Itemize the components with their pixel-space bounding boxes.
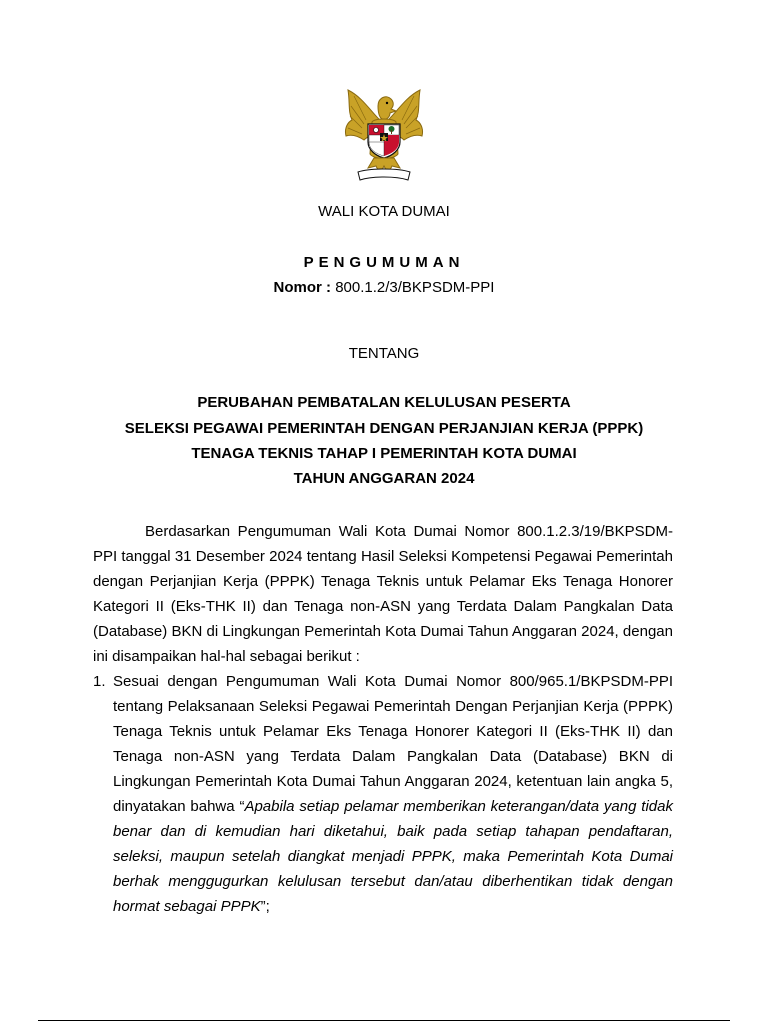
announcement-body [93,519,673,919]
subject-title-line-2: SELEKSI PEGAWAI PEMERINTAH DENGAN PERJANJIAN KERJA (PPPK) [124,420,644,437]
about-heading: TENTANG [348,345,420,362]
subject-title-line-1: PERUBAHAN PEMBATALAN KELULUSAN PESERTA [197,394,571,411]
issuer-name: WALI KOTA DUMAI [318,203,450,220]
intro-paragraph: Berdasarkan Pengumuman Wali Kota Dumai Nomor 800.1.2.3/19/BKPSDM-PPI tanggal 31 Desember 2024 tentang Hasil Seleksi Kompetensi Pegawai Pemerintah dengan Perjanjian Kerja (PPPK) Tenaga Teknis untuk Pelamar Eks Tenaga Honorer Kategori II (Eks-THK II) dan Tenaga non-ASN yang Terdata Dalam Pangkalan Data (Database) BKN di Lingkungan Pemerintah Kota Dumai Tahun Anggaran 2024, dengan ini disampaikan hal-hal sebagai berikut : [93,523,673,665]
subject-title-line-3: TENAGA TEKNIS TAHAP I PEMERINTAH KOTA DUMAI [191,445,577,462]
list-item-text: Sesuai dengan Pengumuman Wali Kota Dumai Nomor 800/965.1/BKPSDM-PPI tentang Pelaksanaan Seleksi Pegawai Pemerintah Dengan Perjanjian Kerja (PPPK) Tenaga Teknis untuk Pelamar Eks Tenaga Honorer Kategori II (Eks-THK II) dan Tenaga non-ASN yang Terdata Dalam Pangkalan Data (Database) BKN di Lingkungan Pemerintah Kota Dumai Tahun Anggaran 2024, ketentuan lain angka 5, dinyatakan bahwa “ [113,673,673,815]
document-type-heading: PENGUMUMAN [303,254,465,271]
document-number-value: 800.1.2/3/BKPSDM-PPI [335,279,495,296]
garuda-pancasila-emblem [334,84,434,184]
document-number [0,279,768,296]
quote-closing: ”; [260,898,270,915]
provisions-list [93,669,673,919]
quoted-provision: Apabila setiap pelamar memberikan keterangan/data yang tidak benar dan di kemudian hari diketahui, baik pada setiap tahapan pendaftaran, seleksi, maupun setelah diangkat menjadi PPPK, maka Pemerintah Kota Dumai berhak menggugurkan kelulusan tersebut dan/atau diberhentikan tidak dengan hormat sebagai PPPK [113,798,673,915]
list-item [93,669,673,919]
subject-title-line-4: TAHUN ANGGARAN 2024 [293,470,475,487]
list-item-number: 1. [93,673,106,690]
page-bottom-rule [38,1020,730,1021]
document-number-label: Nomor : [273,279,332,296]
